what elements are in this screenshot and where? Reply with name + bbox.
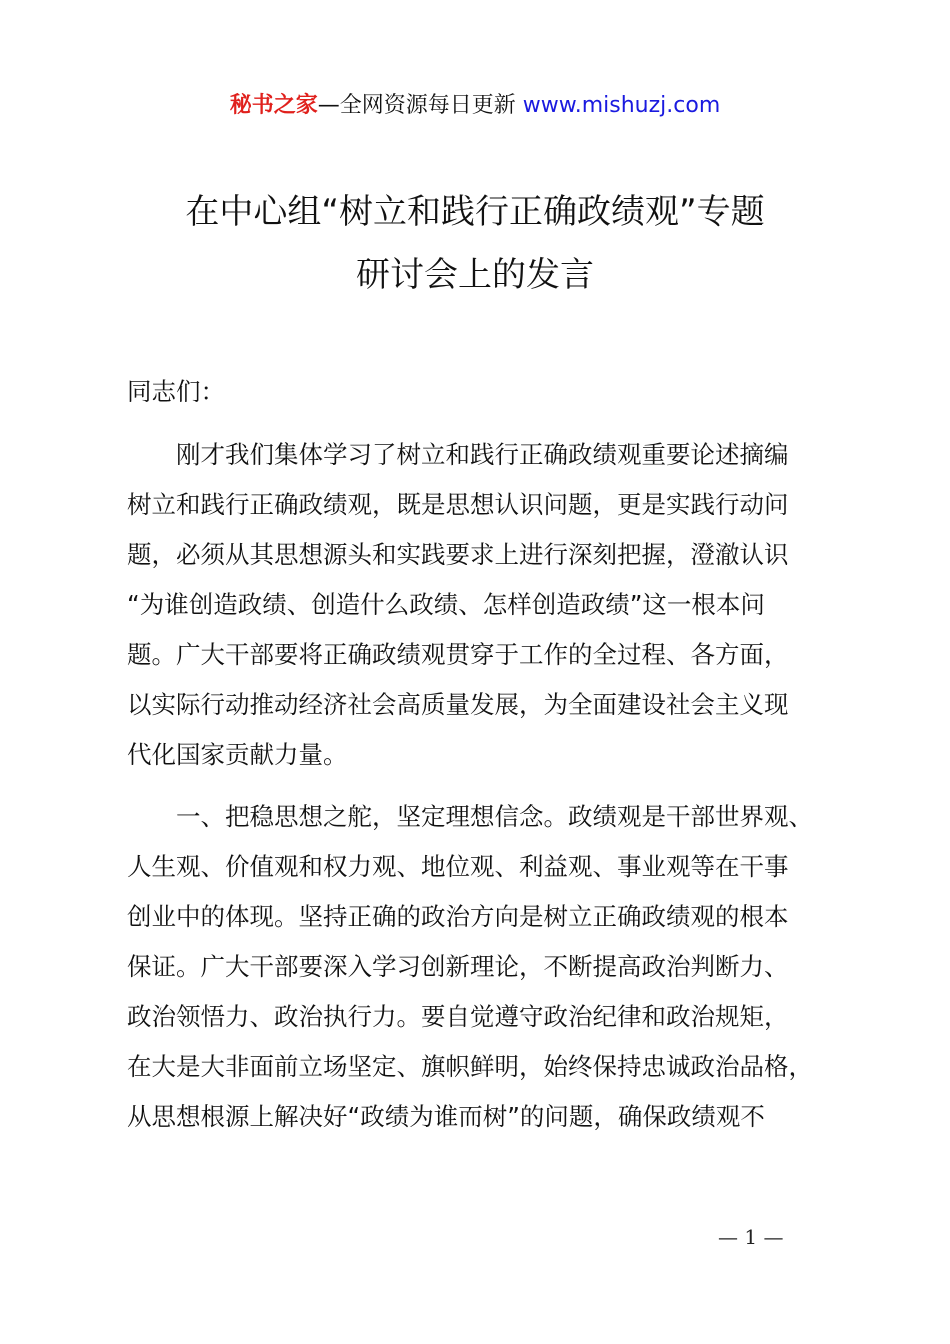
text-line: 题。广大干部要将正确政绩观贯穿于工作的全过程、各方面， [127, 640, 789, 669]
site-url-link[interactable]: www.mishuzj.com [522, 93, 721, 118]
page-number: — 1 — [718, 1225, 784, 1249]
site-header [0, 88, 950, 119]
text-line: 政治领悟力、政治执行力。要自觉遵守政治纪律和政治规矩， [127, 1002, 789, 1031]
text-line: 人生观、价值观和权力观、地位观、利益观、事业观等在干事 [127, 852, 789, 881]
text-line: 以实际行动推动经济社会高质量发展，为全面建设社会主义现 [127, 690, 789, 719]
brand-name: 秘书之家 [229, 93, 318, 118]
text-line: 一、把稳思想之舵，坚定理想信念。政绩观是干部世界观、 [127, 802, 813, 831]
text-line: 在大是大非面前立场坚定、旗帜鲜明，始终保持忠诚政治品格， [127, 1052, 813, 1081]
text-line: 刚才我们集体学习了树立和践行正确政绩观重要论述摘编 [127, 440, 789, 469]
text-line: 保证。广大干部要深入学习创新理论，不断提高政治判断力、 [127, 952, 789, 981]
salutation: 同志们： [127, 377, 225, 406]
text-line: 树立和践行正确政绩观，既是思想认识问题，更是实践行动问 [127, 490, 789, 519]
document-title-line1: 在中心组“树立和践行正确政绩观”专题 [185, 192, 765, 232]
text-line: “为谁创造政绩、创造什么政绩、怎样创造政绩”这一根本问 [127, 590, 765, 619]
text-line: 题，必须从其思想源头和实践要求上进行深刻把握，澄澈认识 [127, 540, 789, 569]
text-line: 代化国家贡献力量。 [127, 740, 348, 769]
text-line: 从思想根源上解决好“政绩为谁而树”的问题，确保政绩观不 [127, 1102, 765, 1131]
document-title-line2: 研讨会上的发言 [356, 255, 594, 295]
text-line: 创业中的体现。坚持正确的政治方向是树立正确政绩观的根本 [127, 902, 789, 931]
header-tagline: —全网资源每日更新 [317, 93, 523, 118]
